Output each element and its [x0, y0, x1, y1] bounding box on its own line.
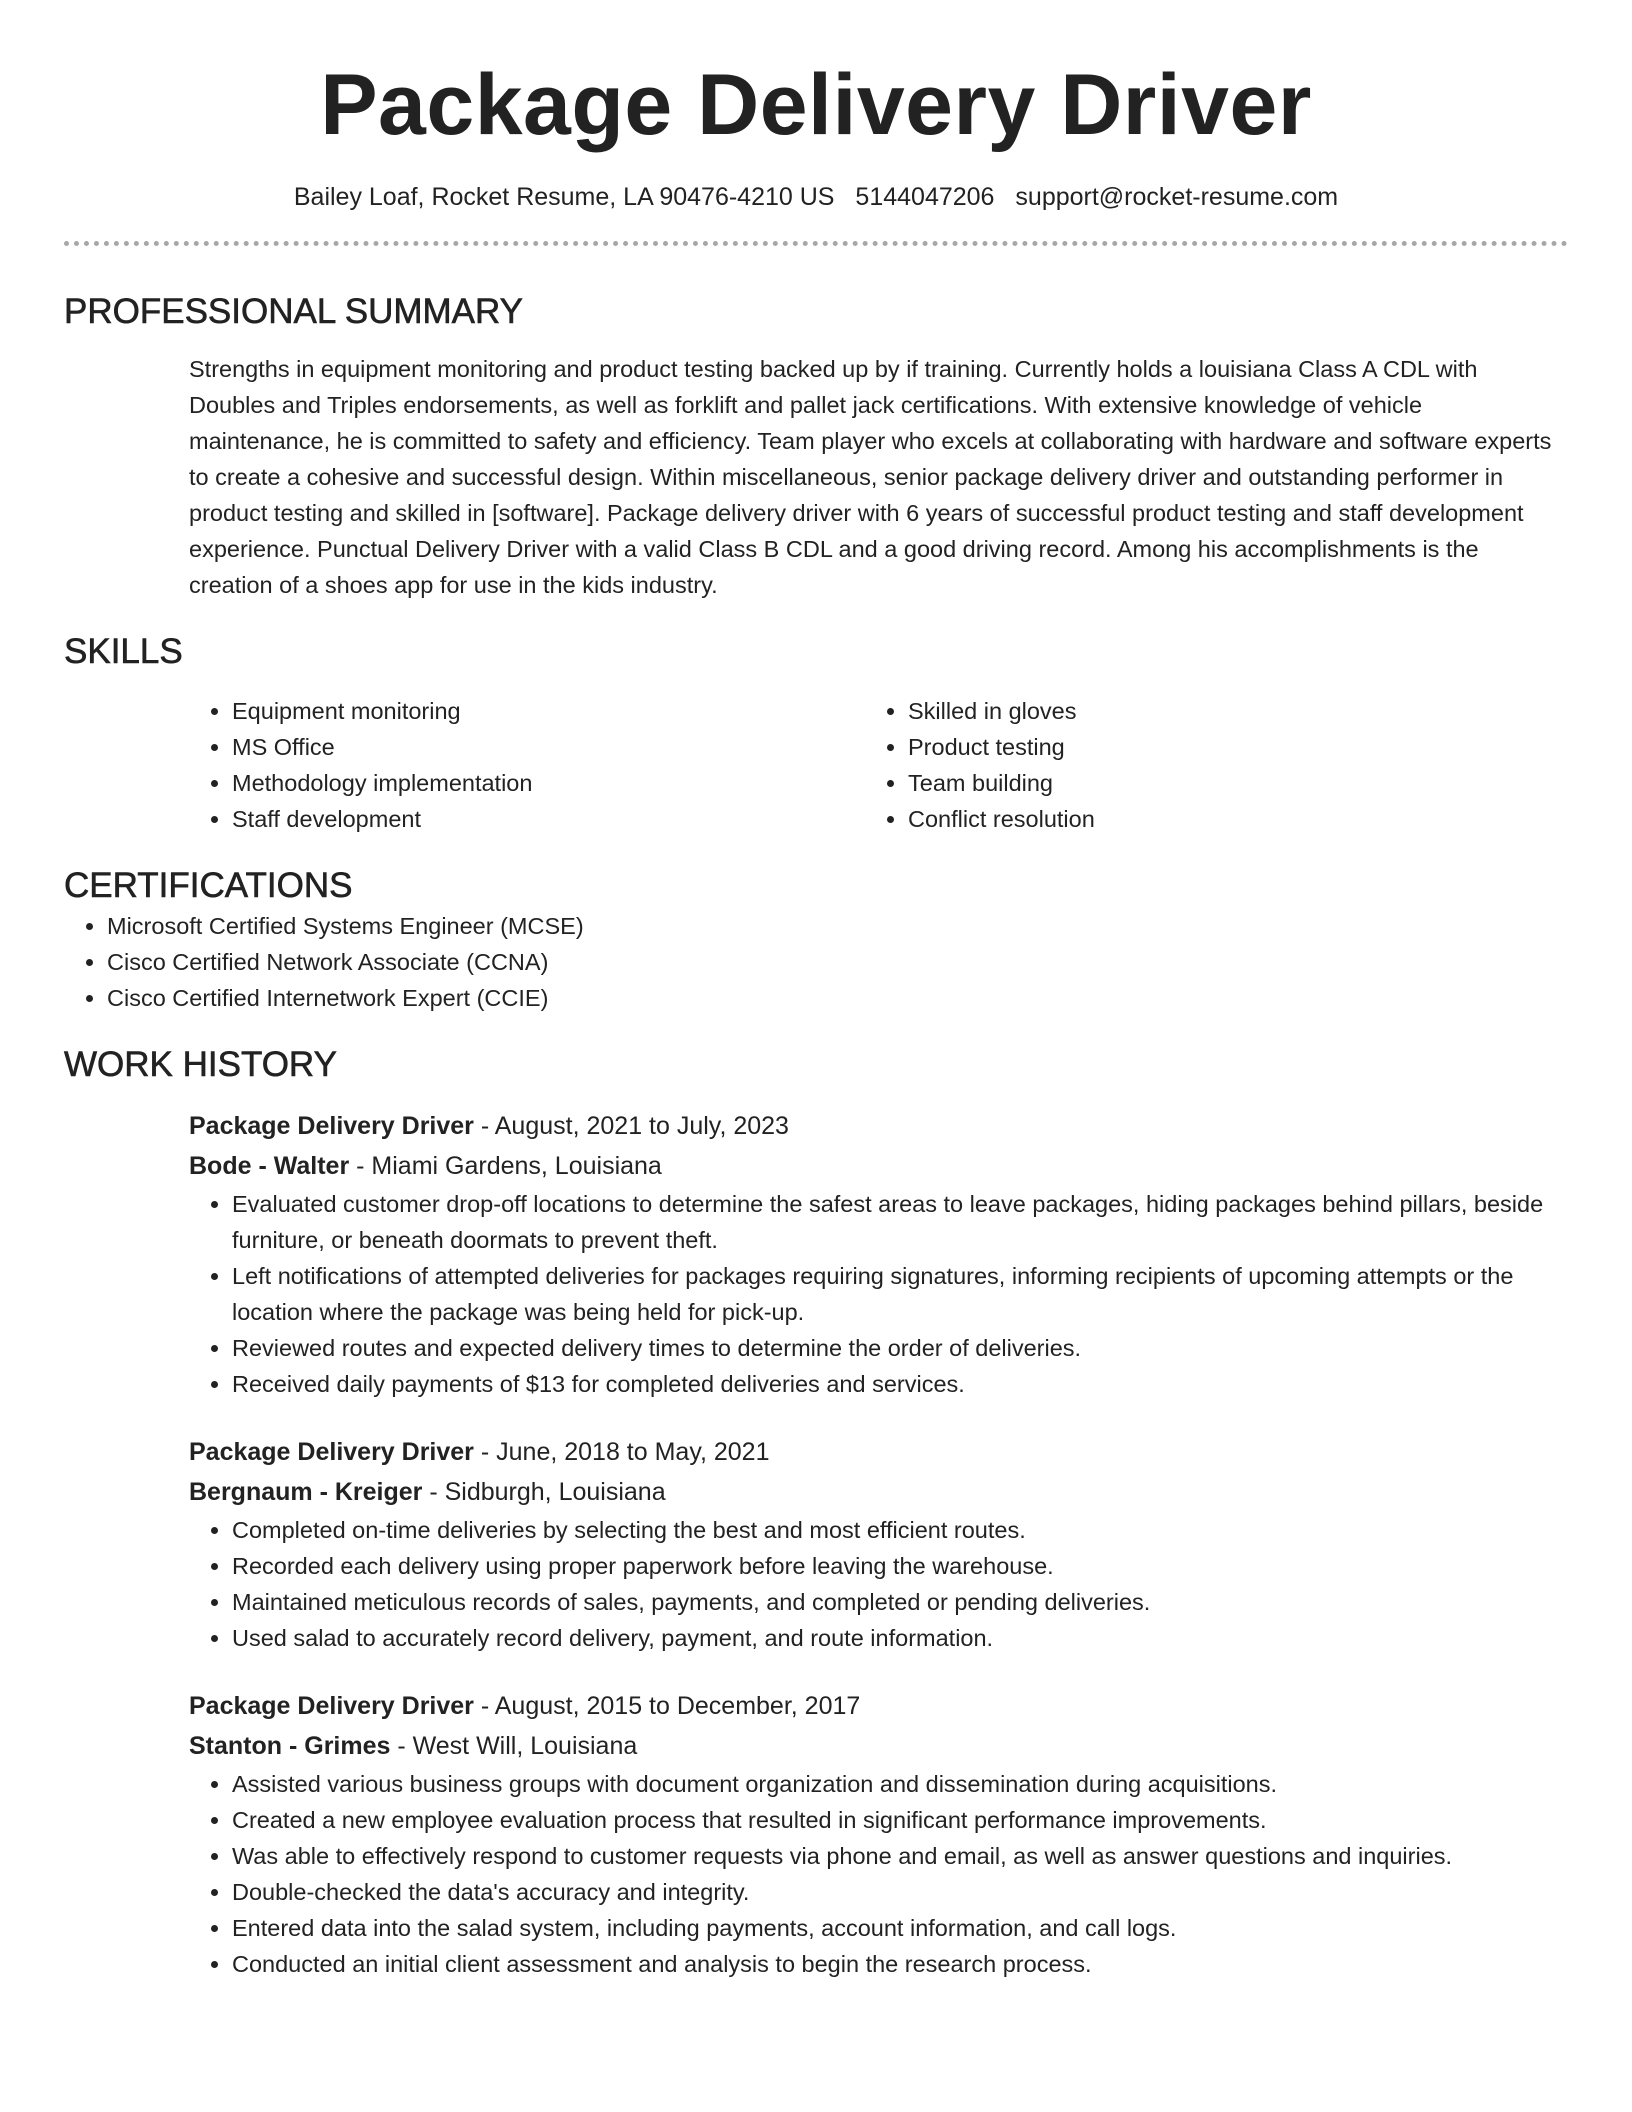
job-bullet: • Reviewed routes and expected delivery times to determine the order of deliveries. — [232, 1330, 1568, 1366]
job-bullet: • Created a new employee evaluation process that resulted in significant performance improvements. — [232, 1802, 1568, 1838]
skill-item: • Methodology implementation — [232, 765, 865, 801]
certification-item: • Microsoft Certified Systems Engineer (MCSE) — [107, 908, 1568, 944]
skills-section — [64, 630, 1568, 837]
job-entry — [189, 1106, 1568, 1402]
contact-address: Bailey Loaf, Rocket Resume, LA 90476-4210 US — [293, 183, 835, 211]
job-title: Package Delivery Driver — [189, 1438, 474, 1466]
skills-list-left — [189, 693, 865, 837]
header-divider — [64, 241, 1568, 246]
job-title-line — [189, 1686, 1568, 1726]
resume-title: Package Delivery Driver — [320, 57, 1312, 153]
job-entry — [189, 1686, 1568, 1982]
job-bullet: • Used salad to accurately record delivery, payment, and route information. — [232, 1620, 1568, 1656]
summary-text: Strengths in equipment monitoring and product testing backed up by if training. Currently holds a louisiana Class A CDL with Doubles and Triples endorsements, as well as forklift and pallet jack certifications. With extensive knowledge of vehicle maintenance, he is committed to safety and efficiency. Team player who excels at collaborating with hardware and software experts to create a cohesive and successful design. Within miscellaneous, senior package delivery driver and outstanding performer in product testing and skilled in [software]. Package delivery driver with 6 years of successful product testing and staff development experience. Punctual Delivery Driver with a valid Class B CDL and a good driving record. Among his accomplishments is the creation of a shoes app for use in the kids industry. — [189, 356, 1552, 598]
skill-item: • Team building — [908, 765, 1568, 801]
job-bullet: • Recorded each delivery using proper paperwork before leaving the warehouse. — [232, 1548, 1568, 1584]
job-company-line — [189, 1146, 1568, 1186]
work-history-heading: WORK HISTORY — [64, 1045, 337, 1084]
job-dates: - June, 2018 to May, 2021 — [473, 1438, 770, 1466]
job-company: Bode - Walter — [189, 1152, 350, 1180]
skills-grid — [189, 693, 1568, 837]
job-bullets — [189, 1512, 1568, 1656]
skills-list-right — [865, 693, 1568, 837]
job-dates: - August, 2021 to July, 2023 — [473, 1112, 789, 1140]
job-title-line — [189, 1432, 1568, 1472]
certification-item: • Cisco Certified Network Associate (CCNA) — [107, 944, 1568, 980]
skill-item: • Staff development — [232, 801, 865, 837]
job-location: - Miami Gardens, Louisiana — [349, 1152, 662, 1180]
job-bullet: • Left notifications of attempted deliveries for packages requiring signatures, informing recipients of upcoming attempts or the location where the package was being held for pick-up. — [232, 1258, 1568, 1330]
job-bullets — [189, 1766, 1568, 1982]
job-bullet: • Double-checked the data's accuracy and integrity. — [232, 1874, 1568, 1910]
job-location: - West Will, Louisiana — [390, 1732, 638, 1760]
summary-section — [64, 290, 1568, 603]
job-dates: - August, 2015 to December, 2017 — [473, 1692, 861, 1720]
contact-email: support@rocket-resume.com — [1015, 183, 1339, 211]
skills-heading: SKILLS — [64, 632, 183, 671]
job-bullet: • Maintained meticulous records of sales, payments, and completed or pending deliveries. — [232, 1584, 1568, 1620]
job-title: Package Delivery Driver — [189, 1692, 474, 1720]
skill-item: • MS Office — [232, 729, 865, 765]
certifications-list — [64, 908, 1568, 1016]
job-bullet: • Assisted various business groups with document organization and dissemination during acquisitions. — [232, 1766, 1568, 1802]
job-title: Package Delivery Driver — [189, 1112, 474, 1140]
job-bullet: • Received daily payments of $13 for completed deliveries and services. — [232, 1366, 1568, 1402]
job-company-line — [189, 1472, 1568, 1512]
certifications-section — [64, 864, 1568, 1016]
summary-heading: PROFESSIONAL SUMMARY — [64, 292, 523, 331]
skill-item: • Conflict resolution — [908, 801, 1568, 837]
work-history-section — [64, 1043, 1568, 1982]
skill-item: • Equipment monitoring — [232, 693, 865, 729]
contact-info — [64, 180, 1568, 214]
skill-item: • Product testing — [908, 729, 1568, 765]
job-bullet: • Evaluated customer drop-off locations to determine the safest areas to leave packages, hiding packages behind pillars, beside furniture, or beneath doormats to prevent theft. — [232, 1186, 1568, 1258]
job-entry — [189, 1432, 1568, 1656]
skill-item: • Skilled in gloves — [908, 693, 1568, 729]
job-bullet: • Entered data into the salad system, including payments, account information, and call logs. — [232, 1910, 1568, 1946]
job-bullet: • Was able to effectively respond to customer requests via phone and email, as well as answer questions and inquiries. — [232, 1838, 1568, 1874]
job-bullets — [189, 1186, 1568, 1402]
certifications-heading: CERTIFICATIONS — [64, 866, 353, 905]
job-company: Bergnaum - Kreiger — [189, 1478, 423, 1506]
certification-item: • Cisco Certified Internetwork Expert (CCIE) — [107, 980, 1568, 1016]
job-company: Stanton - Grimes — [189, 1732, 391, 1760]
job-bullet: • Completed on-time deliveries by selecting the best and most efficient routes. — [232, 1512, 1568, 1548]
job-location: - Sidburgh, Louisiana — [422, 1478, 666, 1506]
job-title-line — [189, 1106, 1568, 1146]
job-bullet: • Conducted an initial client assessment and analysis to begin the research process. — [232, 1946, 1568, 1982]
contact-phone: 5144047206 — [855, 183, 995, 211]
job-company-line — [189, 1726, 1568, 1766]
